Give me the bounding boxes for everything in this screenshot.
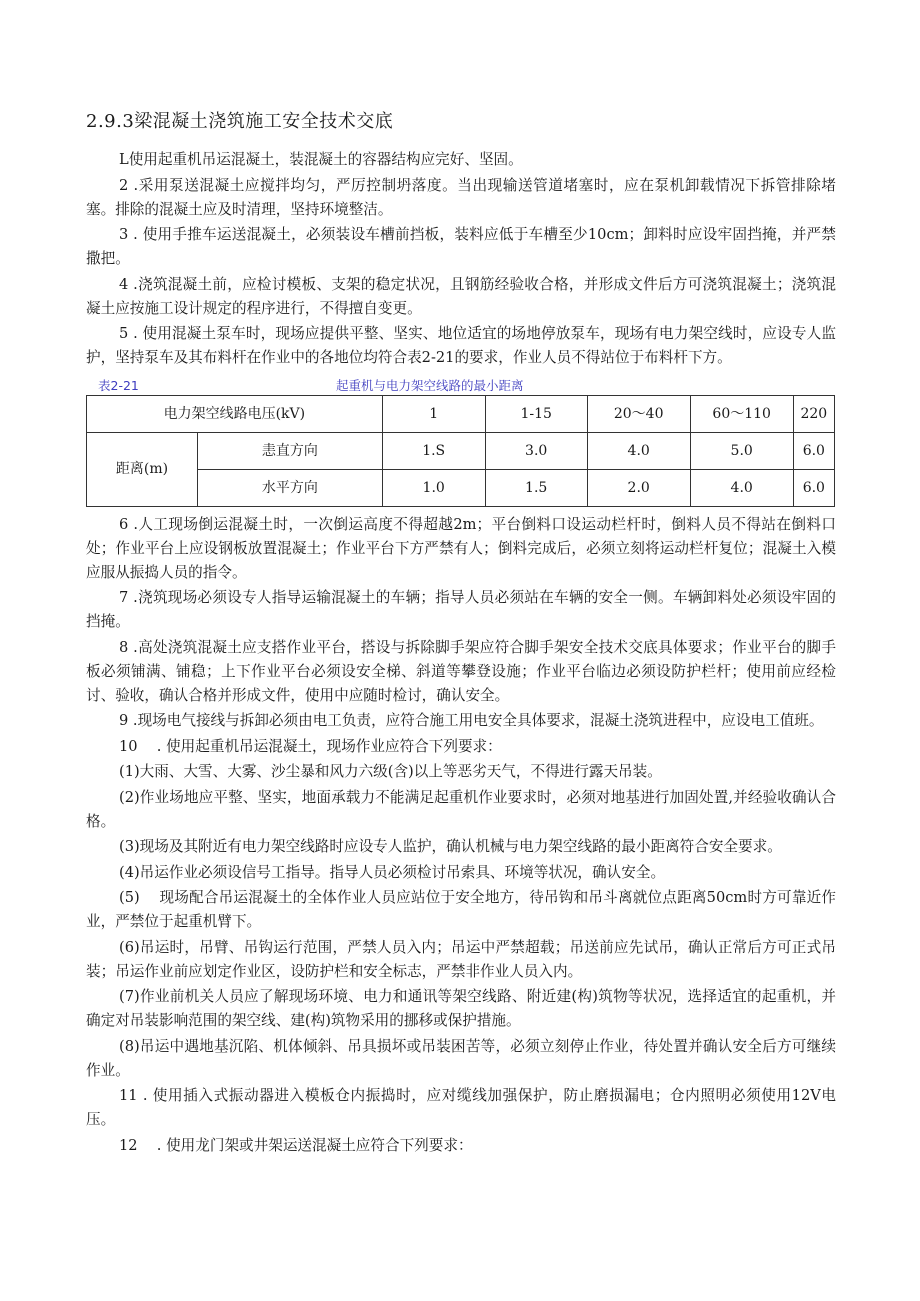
paragraph-8: 8 .高处浇筑混凝土应支搭作业平台，搭设与拆除脚手架应符合脚手架安全技术交底具体要求；作业平台的脚手板必须铺满、铺稳；上下作业平台必须设安全梯、斜道等攀登设施；作业平台临边必须设防护栏杆；使用前应经检讨、验收，确认合格并形成文件，使用中应随时检讨，确认安全。 (86, 638, 836, 704)
paragraph-12: 12 . 使用龙门架或井架运送混凝土应符合下列要求： (119, 1136, 473, 1154)
voltage-cell: 1 (382, 395, 485, 432)
value-cell: 2.0 (587, 469, 690, 506)
sub-item-3: (3)现场及其附近有电力架空线路时应设专人监护，确认机械与电力架空线路的最小距离符合安全要求。 (119, 838, 782, 855)
table-header-row (87, 395, 835, 432)
sub-item-2: (2)作业场地应平整、坚实，地面承载力不能满足起重机作业要求时，必须对地基进行加固处置,并经验收确认合格。 (86, 788, 836, 830)
distance-table (86, 395, 835, 507)
paragraph-6: 6 .人工现场倒运混凝土时，一次倒运高度不得超越2m；平台倒料口设运动栏杆时，倒料人员不得站在倒料口处；作业平台上应设钢板放置混凝土；作业平台下方严禁有人；倒料完成后，必须立刻将运动栏杆复位；混凝土入模应服从振捣人员的指令。 (86, 515, 836, 581)
section-title: 2.9.3梁混凝土浇筑施工安全技术交底 (86, 111, 394, 132)
paragraph-9: 9 .现场电气接线与拆卸必须由电工负责，应符合施工用电安全具体要求，混凝土浇筑进程中，应设电工值班。 (119, 712, 824, 729)
value-cell: 4.0 (587, 432, 690, 469)
value-cell: 6.0 (793, 432, 834, 469)
row-label: 恚直方向 (198, 432, 383, 469)
table-row (87, 432, 835, 469)
value-cell: 4.0 (690, 469, 793, 506)
paragraph-1: L使用起重机吊运混凝土，装混凝土的容器结构应完好、坚固。 (119, 151, 523, 168)
value-cell: 1.5 (485, 469, 587, 506)
paragraph-3: 3 . 使用手推车运送混凝土，必须装设车槽前挡板，装料应低于车槽至少10cm；卸料时应设牢固挡掩，并严禁撒把。 (86, 226, 836, 267)
paragraph-5: 5 . 使用混凝土泵车时，现场应提供平整、坚实、地位适宜的场地停放泵车，现场有电力架空线时，应设专人监护，坚持泵车及其布料杆在作业中的各地位均符合表2-21的要求，作业人员不得站位于布料杆下方。 (86, 325, 836, 366)
voltage-cell: 60～110 (690, 395, 793, 432)
row-label: 水平方向 (198, 469, 383, 506)
paragraph-11: 11 . 使用插入式振动器进入模板仓内振捣时，应对缆线加强保护，防止磨损漏电；仓内照明必须使用12V电压。 (86, 1087, 836, 1128)
value-cell: 3.0 (485, 432, 587, 469)
paragraph-4: 4 .浇筑混凝土前，应检讨模板、支架的稳定状况，且钢筋经验收合格，并形成文件后方可浇筑混凝土；浇筑混凝土应按施工设计规定的程序进行，不得擅自变更。 (86, 275, 836, 317)
value-cell: 1.0 (382, 469, 485, 506)
value-cell: 1.S (382, 432, 485, 469)
voltage-cell: 1-15 (485, 395, 587, 432)
header-label-cell: 电力架空线路电压(kV) (87, 395, 383, 432)
sub-item-5: (5) 现场配合吊运混凝土的全体作业人员应站位于安全地方，待吊钩和吊斗离就位点距离50cm时方可靠近作业，严禁位于起重机臂下。 (86, 889, 836, 930)
table-caption (86, 372, 836, 394)
sub-item-1: (1)大雨、大雪、大雾、沙尘暴和风力六级(含)以上等恶劣天气，不得进行露天吊装。 (119, 763, 662, 780)
sub-item-8: (8)吊运中遇地基沉陷、机体倾斜、吊具损坏或吊装困苦等，必须立刻停止作业，待处置并确认安全后方可继续作业。 (86, 1037, 836, 1079)
voltage-cell: 220 (793, 395, 834, 432)
paragraph-10: 10 . 使用起重机吊运混凝土，现场作业应符合下列要求： (119, 737, 502, 755)
sub-item-7: (7)作业前机关人员应了解现场环境、电力和通讯等架空线路、附近建(构)筑物等状况，选择适宜的起重机，并确定对吊装影响范围的架空线、建(构)筑物采用的挪移或保护措施。 (86, 988, 836, 1029)
paragraph-2: 2 .采用泵送混凝土应搅拌均匀，严厉控制坍落度。当出现输送管道堵塞时，应在泵机卸载情况下拆管排除堵塞。排除的混凝土应及时清理，坚持环境整洁。 (86, 176, 836, 218)
value-cell: 6.0 (793, 469, 834, 506)
paragraph-7: 7 .浇筑现场必须设专人指导运输混凝土的车辆；指导人员必须站在车辆的安全一侧。车辆卸料处必须设牢固的挡掩。 (86, 589, 836, 630)
sub-item-6: (6)吊运时，吊臂、吊钩运行范围，严禁人员入内；吊运中严禁超载；吊送前应先试吊，确认正常后方可正式吊装；吊运作业前应划定作业区，设防护栏和安全标志，严禁非作业人员入内。 (86, 938, 836, 980)
row-group-label: 距离(m) (87, 432, 198, 506)
sub-item-4: (4)吊运作业必须设信号工指导。指导人员必须检讨吊索具、环境等状况，确认安全。 (119, 863, 666, 881)
value-cell: 5.0 (690, 432, 793, 469)
table-title: 起重机与电力架空线路的最小距离 (336, 377, 524, 393)
table-number: 表2-21 (98, 377, 139, 393)
table-row (87, 469, 835, 506)
document-body (86, 148, 836, 1159)
voltage-cell: 20～40 (587, 395, 690, 432)
